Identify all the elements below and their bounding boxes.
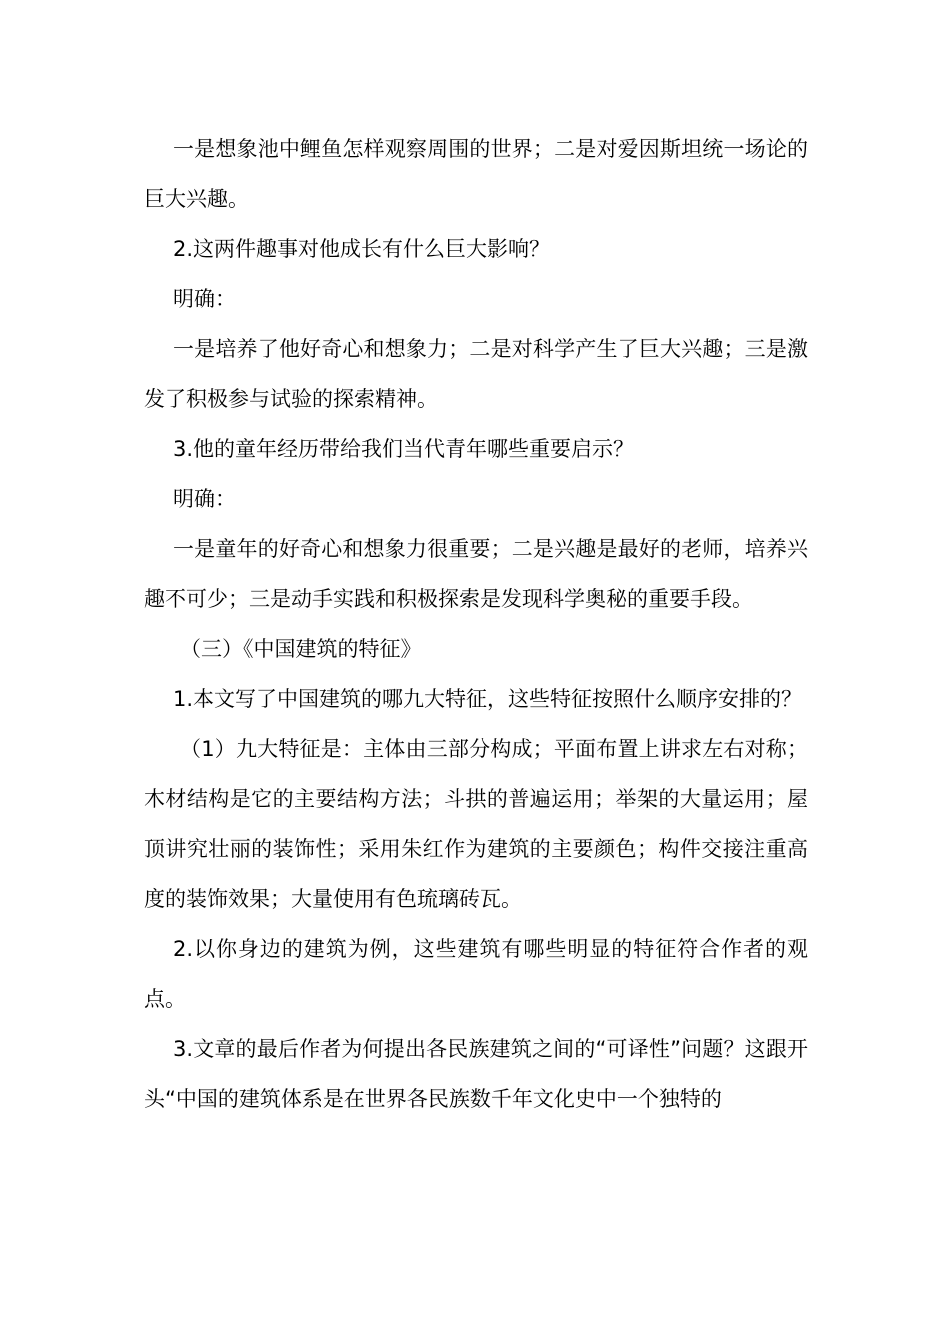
paragraph-label-mingque-2: 明确： bbox=[173, 487, 236, 511]
paragraph-question-6: 3.文章的最后作者为何提出各民族建筑之间的“可译性”问题？这跟开头“中国的建筑体系是在世界各民族数千年文化史中一个独特的 bbox=[144, 1037, 808, 1111]
section-heading: （三）《中国建筑的特征》 bbox=[180, 637, 422, 661]
paragraph-answer-2: 一是培养了他好奇心和想象力；二是对科学产生了巨大兴趣；三是激发了积极参与试验的探索精神。 bbox=[144, 337, 808, 411]
document-body bbox=[144, 124, 808, 1124]
paragraph-question-4: 1.本文写了中国建筑的哪九大特征，这些特征按照什么顺序安排的？ bbox=[173, 687, 803, 711]
paragraph-answer-3: 一是童年的好奇心和想象力很重要；二是兴趣是最好的老师，培养兴趣不可少；三是动手实践和积极探索是发现科学奥秘的重要手段。 bbox=[144, 537, 808, 611]
paragraph-question-5: 2.以你身边的建筑为例，这些建筑有哪些明显的特征符合作者的观点。 bbox=[144, 937, 808, 1011]
paragraph-question-3: 3.他的童年经历带给我们当代青年哪些重要启示？ bbox=[173, 437, 635, 461]
paragraph-answer-1: 一是想象池中鲤鱼怎样观察周围的世界；二是对爱因斯坦统一场论的巨大兴趣。 bbox=[144, 137, 808, 211]
paragraph-question-2: 2.这两件趣事对他成长有什么巨大影响？ bbox=[173, 237, 551, 261]
paragraph-answer-4: （1）九大特征是：主体由三部分构成；平面布置上讲求左右对称；木材结构是它的主要结构方法；斗拱的普遍运用；举架的大量运用；屋顶讲究壮丽的装饰性；采用朱红作为建筑的主要颜色；构件交接注重高度的装饰效果；大量使用有色琉璃砖瓦。 bbox=[144, 737, 808, 911]
paragraph-label-mingque-1: 明确： bbox=[173, 287, 236, 311]
